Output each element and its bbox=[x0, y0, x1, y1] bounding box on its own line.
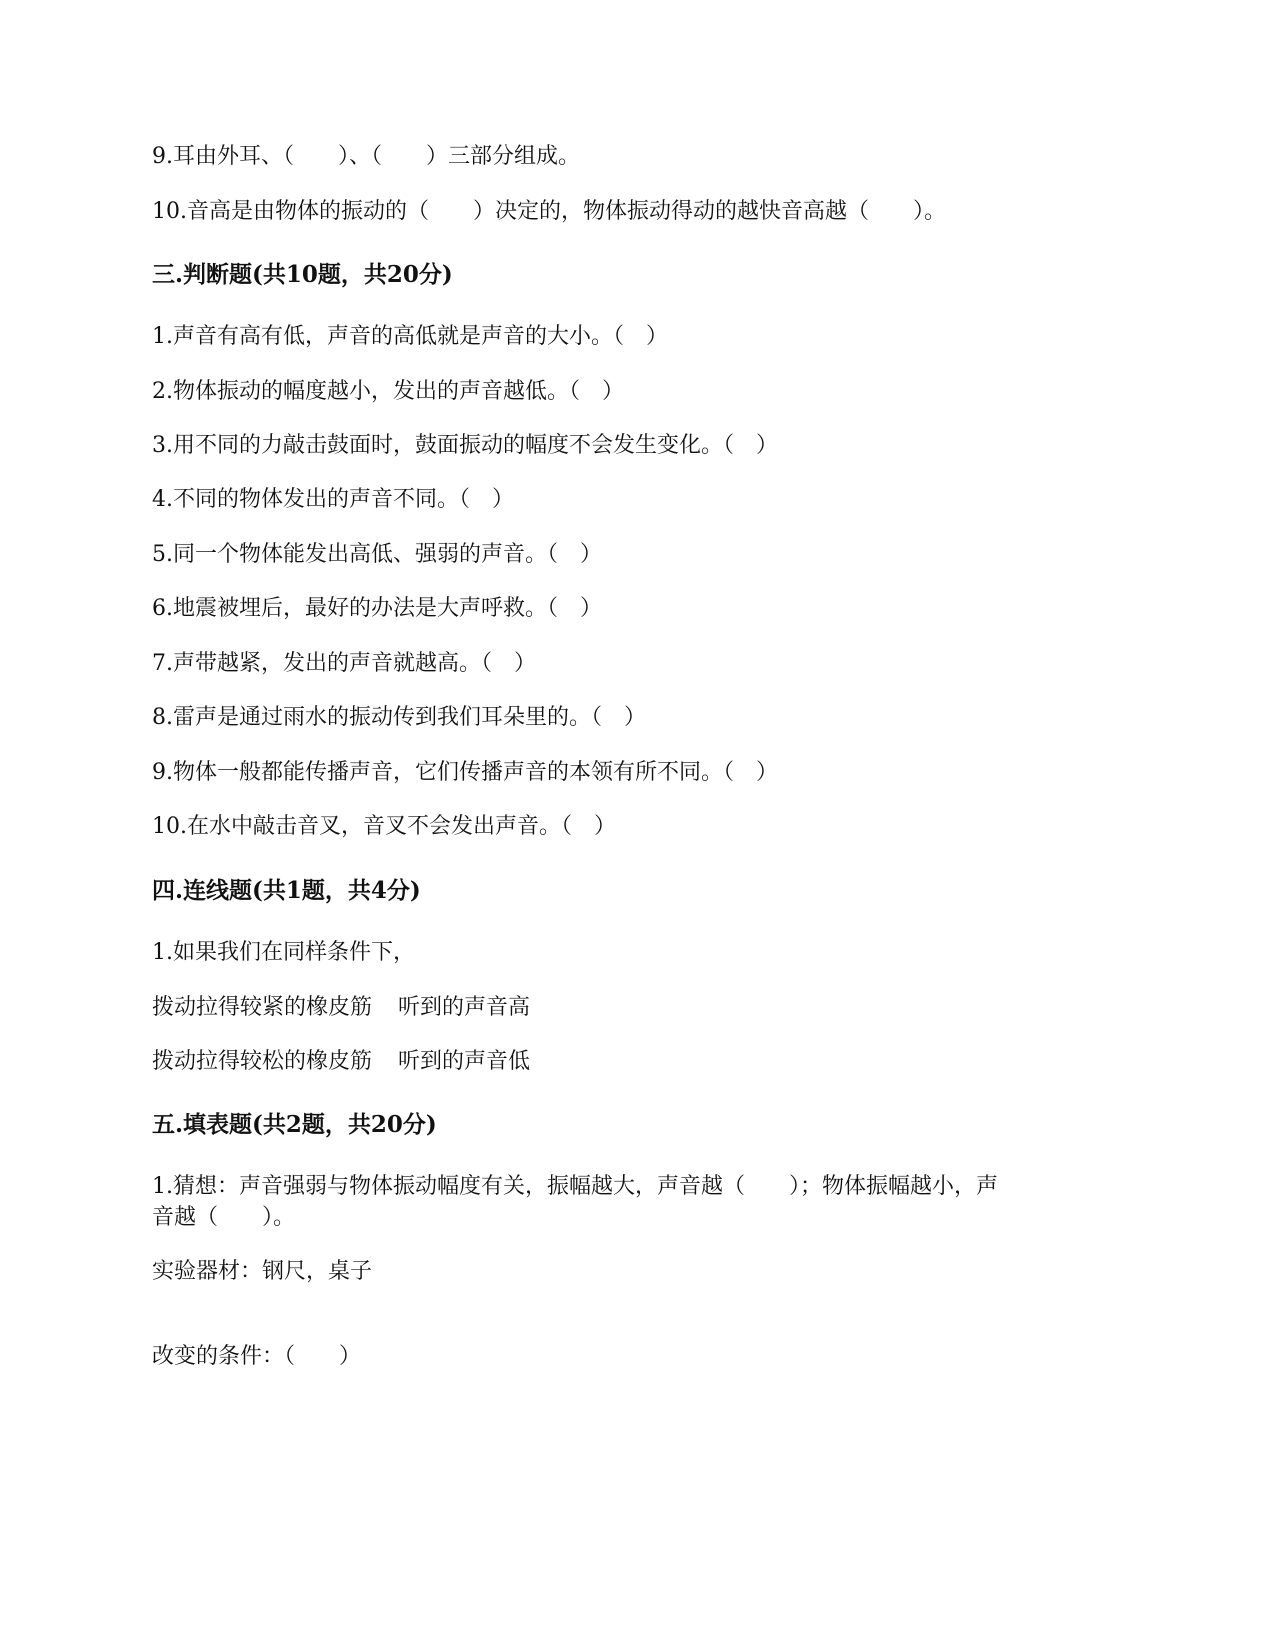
experiment-materials: 实验器材：钢尺，桌子 bbox=[152, 1259, 373, 1284]
judgement-item-4: 4.不同的物体发出的声音不同。（ ） bbox=[152, 487, 514, 512]
changed-condition: 改变的条件：（ ） bbox=[152, 1344, 362, 1369]
matching-pair-left: 拨动拉得较紧的橡皮筋 bbox=[152, 995, 373, 1020]
matching-pair-1 bbox=[152, 991, 530, 1025]
table-question-1-line-1: 1.猜想：声音强弱与物体振动幅度有关，振幅越大，声音越（ ）；物体振幅越小，声 bbox=[152, 1174, 998, 1199]
judgement-item-10: 10.在水中敲击音叉，音叉不会发出声音。（ ） bbox=[152, 814, 616, 839]
matching-pair-right: 听到的声音高 bbox=[398, 995, 531, 1020]
matching-pair-left: 拨动拉得较松的橡皮筋 bbox=[152, 1049, 373, 1074]
judgement-item-5: 5.同一个物体能发出高低、强弱的声音。（ ） bbox=[152, 542, 602, 567]
judgement-item-1: 1.声音有高有低，声音的高低就是声音的大小。（ ） bbox=[152, 324, 668, 349]
judgement-item-8: 8.雷声是通过雨水的振动传到我们耳朵里的。（ ） bbox=[152, 705, 646, 730]
judgement-item-9: 9.物体一般都能传播声音，它们传播声音的本领有所不同。（ ） bbox=[152, 760, 778, 785]
judgement-item-3: 3.用不同的力敲击鼓面时，鼓面振动的幅度不会发生变化。（ ） bbox=[152, 433, 778, 458]
section-heading-table: 五.填表题(共2题，共20分) bbox=[152, 1111, 437, 1138]
matching-intro: 1.如果我们在同样条件下， bbox=[152, 940, 415, 965]
question-fill-9: 9.耳由外耳、（ ）、（ ）三部分组成。 bbox=[152, 144, 580, 169]
section-heading-matching: 四.连线题(共1题，共4分) bbox=[152, 877, 421, 904]
judgement-item-7: 7.声带越紧，发出的声音就越高。（ ） bbox=[152, 651, 536, 676]
matching-pair-right: 听到的声音低 bbox=[398, 1049, 531, 1074]
section-heading-judgement: 三.判断题(共10题，共20分) bbox=[152, 261, 453, 288]
question-fill-10: 10.音高是由物体的振动的（ ）决定的，物体振动得动的越快音高越（ ）。 bbox=[152, 199, 946, 224]
table-question-1-line-2: 音越（ ）。 bbox=[152, 1205, 296, 1230]
matching-pair-2 bbox=[152, 1045, 530, 1079]
judgement-item-2: 2.物体振动的幅度越小，发出的声音越低。（ ） bbox=[152, 379, 624, 404]
judgement-item-6: 6.地震被埋后，最好的办法是大声呼救。（ ） bbox=[152, 596, 602, 621]
